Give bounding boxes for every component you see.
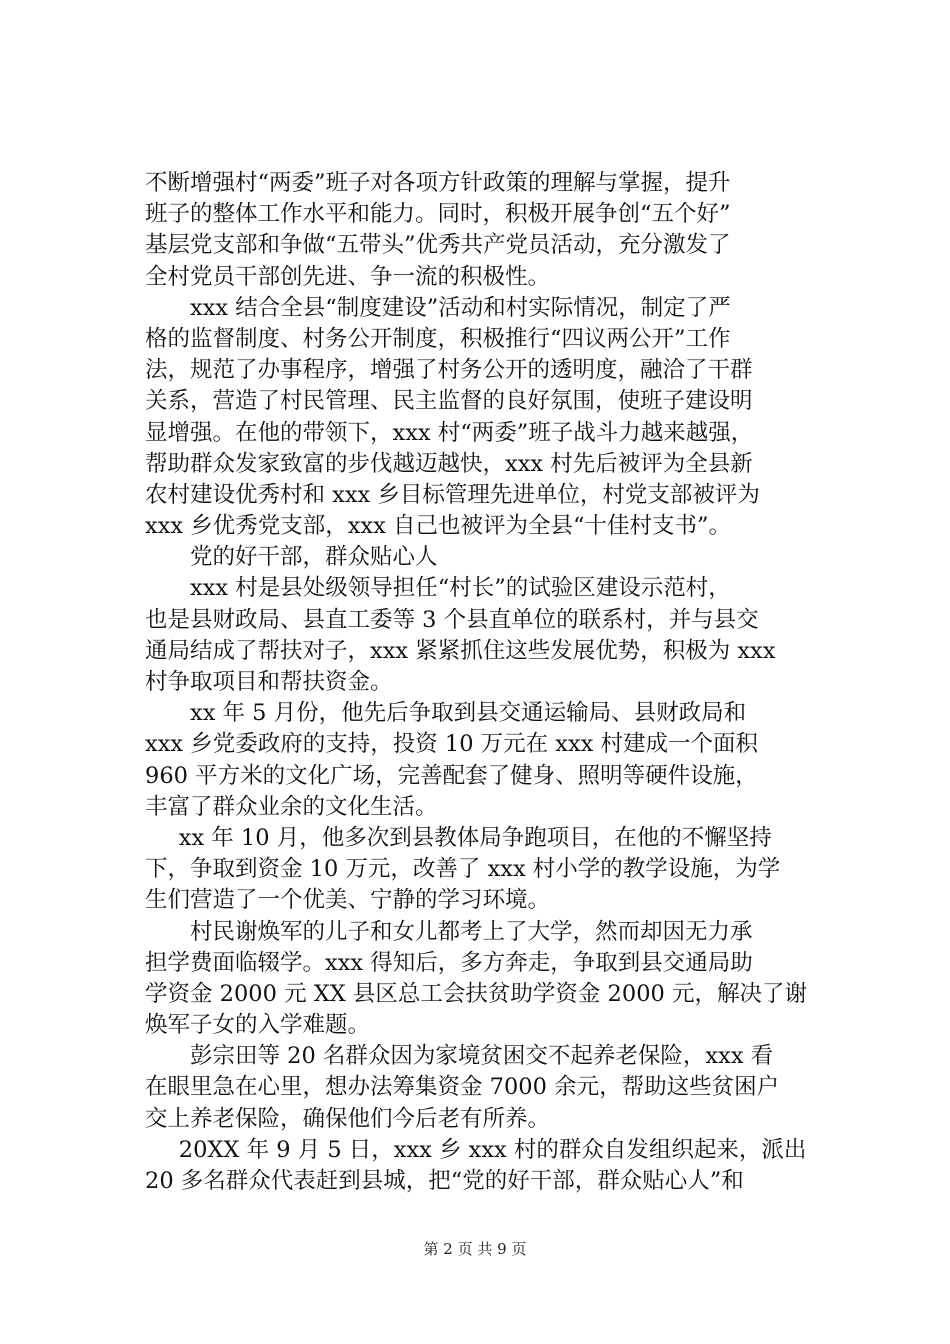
text-line: 村争取项目和帮扶资金。 [145, 669, 393, 695]
text-line: 不断增强村“两委”班子对各项方针政策的理解与掌握，提升 [145, 170, 731, 196]
text-line: 生们营造了一个优美、宁静的学习环境。 [145, 887, 551, 914]
text-line: 全村党员干部创先进、争一流的积极性。 [145, 263, 551, 290]
text-line: xxx 村是县处级领导担任“村长”的试验区建设示范村， [190, 575, 731, 602]
body-text [145, 168, 835, 1197]
text-line: 也是县财政局、县直工委等 3 个县直单位的联系村，并与县交 [145, 606, 759, 633]
text-line: 20XX 年 9 月 5 日，xxx 乡 xxx 村的群众自发组织起来，派出 [178, 1136, 807, 1163]
text-line: 帮助群众发家致富的步伐越迈越快，xxx 村先后被评为全县新 [145, 450, 753, 477]
text-line: 法，规范了办事程序，增强了村务公开的透明度，融洽了干群 [145, 357, 753, 384]
text-line: 丰富了群众业余的文化生活。 [145, 793, 438, 820]
text-line: 在眼里急在心里，想办法筹集资金 7000 余元，帮助这些贫困户 [145, 1074, 780, 1101]
text-line: xx 年 5 月份，他先后争取到县交通运输局、县财政局和 [190, 700, 747, 727]
text-line: 交上养老保险，确保他们今后老有所养。 [145, 1105, 551, 1132]
text-line: 党的好干部，群众贴心人 [190, 544, 438, 571]
text-line: xxx 乡党委政府的支持，投资 10 万元在 xxx 村建成一个面积 [145, 731, 759, 758]
text-line: 农村建设优秀村和 xxx 乡目标管理先进单位，村党支部被评为 [145, 481, 760, 508]
text-line: 下，争取到资金 10 万元，改善了 xxx 村小学的教学设施，为学 [145, 856, 781, 883]
text-line: 通局结成了帮扶对子，xxx 紧紧抓住这些发展优势，积极为 xxx [145, 637, 776, 664]
text-line: 学资金 2000 元 XX 县区总工会扶贫助学资金 2000 元，解决了谢 [145, 980, 807, 1007]
text-line: xxx 结合全县“制度建设”活动和村实际情况，制定了严 [190, 294, 731, 321]
text-line: 基层党支部和争做“五带头”优秀共产党员活动，充分激发了 [145, 232, 731, 259]
text-line: 关系，营造了村民管理、民主监督的良好氛围，使班子建设明 [145, 388, 753, 415]
page-footer: 第 2 页 共 9 页 [423, 1240, 527, 1258]
text-line: 格的监督制度、村务公开制度，积极推行“四议两公开”工作 [145, 325, 731, 352]
text-line: 20 多名群众代表赶到县城，把“党的好干部，群众贴心人”和 [145, 1168, 744, 1194]
text-line: 班子的整体工作水平和能力。同时，积极开展争创“五个好” [145, 201, 731, 228]
text-line: 彭宗田等 20 名群众因为家境贫困交不起养老保险，xxx 看 [190, 1043, 774, 1070]
text-line: xxx 乡优秀党支部，xxx 自己也被评为全县“十佳村支书”。 [145, 513, 731, 540]
text-line: xx 年 10 月，他多次到县教体局争跑项目，在他的不懈坚持 [178, 824, 772, 851]
text-line: 村民谢焕军的儿子和女儿都考上了大学，然而却因无力承 [190, 918, 753, 945]
text-line: 显增强。在他的带领下，xxx 村“两委”班子战斗力越来越强， [145, 419, 754, 446]
text-line: 担学费面临辍学。xxx 得知后，多方奔走，争取到县交通局助 [145, 949, 753, 976]
text-line: 焕军子女的入学难题。 [145, 1012, 371, 1039]
text-line: 960 平方米的文化广场，完善配套了健身、照明等硬件设施， [145, 762, 758, 789]
